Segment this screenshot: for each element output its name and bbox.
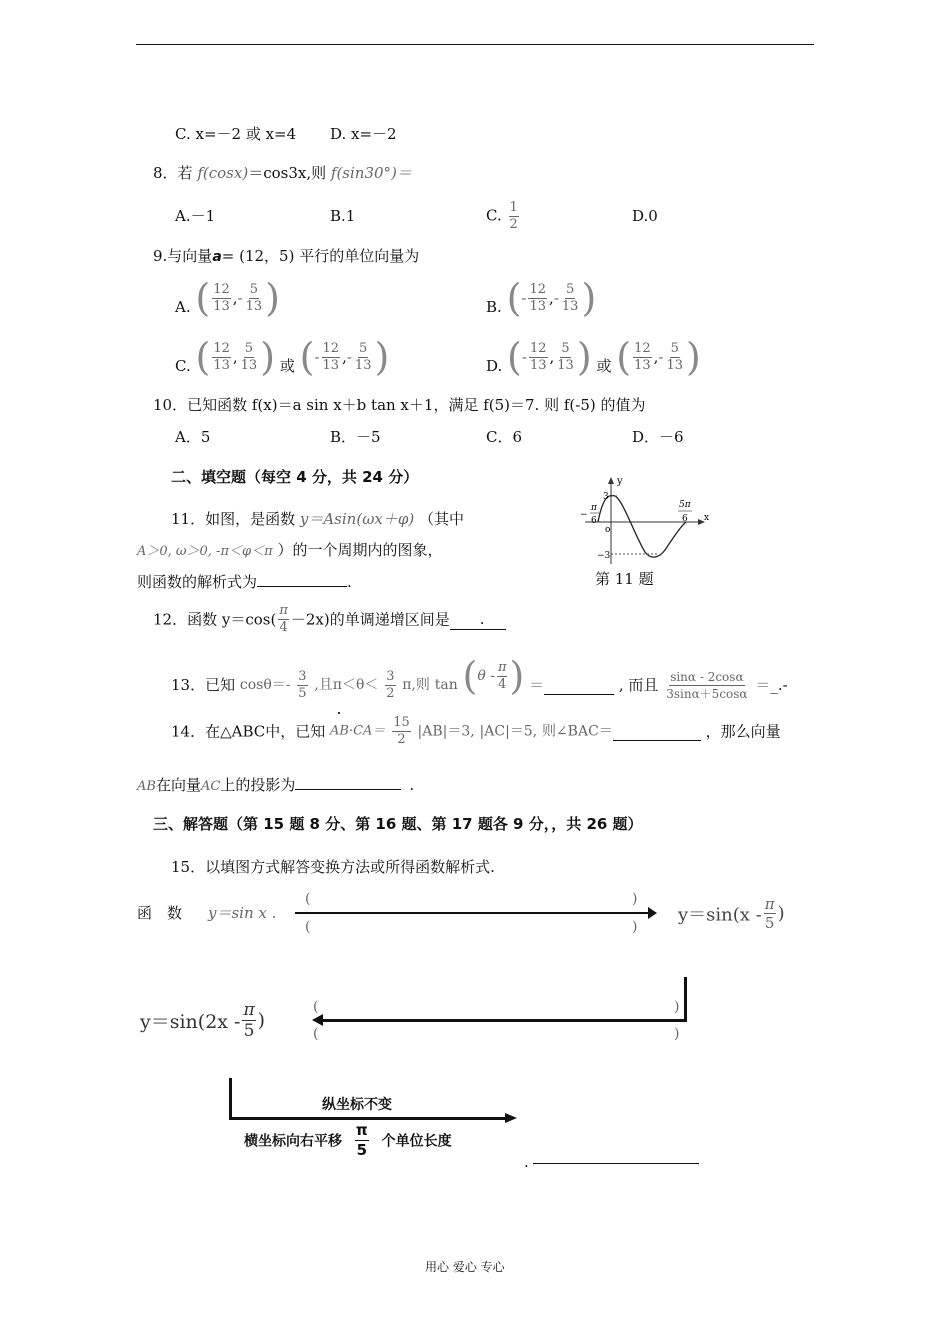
y-axis-arrow-icon — [608, 477, 614, 484]
q15-arrow-1-head-icon — [648, 907, 657, 919]
neg-pi-6-sign: − — [580, 510, 588, 520]
q8-option-b: B.1 — [330, 207, 356, 225]
q15-y-sinx: y＝sin x . — [208, 904, 277, 922]
q11-line3: 则函数的解析式为 . — [137, 570, 352, 592]
q8-option-c: C. $\frac{1}{2}$ — [486, 200, 518, 232]
q9-option-c: C. ( $\frac{12}{13}$ , $\frac{5}{13}$ ) 或 ( - $\frac{12}{13}$ , - $\frac{5}{13}$ ) — [175, 335, 390, 379]
q15-answer-line — [533, 1163, 699, 1164]
q15-box-top-label: 纵坐标不变 — [322, 1097, 392, 1113]
section-2-heading: 二、填空题（每空 4 分，共 24 分） — [171, 468, 419, 486]
y-label: y — [617, 476, 623, 487]
q12-stem: 12．函数 y＝cos( $\frac{\pi}{4}$ －2x)的单调递增区间是 . — [153, 604, 506, 635]
q11-caption: 第 11 题 — [595, 570, 654, 588]
origin-label: o — [605, 525, 611, 535]
q10-option-d: D．－6 — [632, 428, 684, 446]
q15-paren-top-left: ( — [305, 891, 311, 907]
header-rule — [136, 44, 814, 45]
q10-stem: 10．已知函数 f(x)＝a sin x＋b tan x＋1，满足 f(5)＝7. 则 f(-5) 的值为 — [153, 396, 646, 414]
neg-pi-6-num: π — [591, 503, 597, 513]
q15-arrow-3-head-icon — [505, 1113, 517, 1123]
q15-paren-2-top-right: ) — [674, 999, 680, 1015]
q8-option-d: D.0 — [632, 207, 658, 225]
q9-option-d: D. ( - $\frac{12}{13}$ , $\frac{5}{13}$ ) 或 ( $\frac{12}{13}$ , - $\frac{5}{13}$ ) — [486, 335, 701, 379]
q15-func-label: 函 数 — [137, 904, 183, 922]
q15-paren-2-top-left: ( — [313, 999, 319, 1015]
q9-option-a: A. ( $\frac{12}{13}$ , - $\frac{5}{13}$ ) — [175, 276, 280, 320]
q15-arrow-2 — [322, 1019, 687, 1022]
q14-line2: AB在向量AC上的投影为 . — [137, 773, 414, 797]
q15-arrow-1 — [295, 912, 650, 914]
section-3-heading: 三、解答题（第 15 题 8 分、第 16 题、第 17 题各 9 分，，共 26 题） — [153, 815, 643, 833]
q7-option-c: C. x=－2 或 x=4 — [175, 125, 297, 143]
q15-paren-bot-right: ) — [632, 919, 638, 935]
five-pi-6-den: 6 — [682, 514, 688, 524]
q9-option-b: B. ( - $\frac{12}{13}$ , - $\frac{5}{13}$ ) — [486, 276, 597, 320]
q11-sine-graph — [577, 474, 717, 570]
q7-option-d: D. x=－2 — [330, 125, 397, 143]
q8-option-a: A.－1 — [175, 207, 216, 225]
page-footer: 用心 爱心 专心 — [425, 1260, 505, 1274]
q11-line1: 11．如图，是函数 y＝Asin(ωx＋φ) （其中 — [171, 510, 465, 528]
q15-paren-top-right: ) — [632, 891, 638, 907]
max-label: 3 — [603, 492, 609, 502]
q11-line2: A＞0, ω＞0, -π＜φ＜π ）的一个周期内的图象， — [137, 541, 443, 559]
q13-stem: 13．已知 cosθ＝- $\frac{3}{5}$ ,且π＜θ＜ $\frac{3}{2}$ π,则 tan ( θ - $\frac{\pi}{4}$ ) ＝ , 而且 $\frac{\sin\alpha - 2\cos\alpha}{3\sin\alpha+5\cos\alpha}$ ＝_.- — [171, 654, 788, 701]
q15-arrow-3 — [229, 1117, 507, 1120]
q15-target-1: y＝sin(x - $\frac{\pi}{5}$ ) — [678, 895, 785, 932]
q15-arrow-3-vertical — [229, 1078, 232, 1120]
q14-stem: 14．在△ABC中，已知 AB·CA＝ $\frac{15}{2}$ |AB|＝3, |AC|＝5, 则∠BAC＝ ，那么向量 — [171, 715, 781, 747]
q15-arrow-2-head-icon — [312, 1014, 323, 1026]
q10-option-b: B．－5 — [330, 428, 381, 446]
q15-box-bottom-label: 横坐标向右平移 $\frac{\pi}{5}$ 个单位长度 — [244, 1121, 452, 1159]
q15-paren-2-bot-left: ( — [313, 1026, 319, 1042]
neg-pi-6-den: 6 — [591, 516, 597, 526]
min-label: −3 — [597, 551, 611, 561]
q15-paren-bot-left: ( — [305, 919, 311, 935]
q10-option-a: A．5 — [175, 428, 211, 446]
q13-dot — [338, 712, 340, 714]
q15-paren-2-bot-right: ) — [674, 1026, 680, 1042]
q15-target-2: y＝sin(2x - $\frac{\pi}{5}$ ) — [140, 1000, 266, 1041]
q15-answer-dot: . — [524, 1153, 529, 1171]
q15-arrow-2-vertical — [684, 977, 687, 1021]
five-pi-6-num: 5π — [679, 500, 691, 510]
q9-stem: 9.与向量a= (12，5) 平行的单位向量为 — [153, 247, 420, 265]
x-label: x — [704, 513, 710, 523]
q15-stem: 15．以填图方式解答变换方法或所得函数解析式. — [171, 858, 495, 876]
q10-option-c: C．6 — [486, 428, 523, 446]
q8-stem: 8．若 f(cosx)＝cos3x,则 f(sin30°)＝ — [153, 164, 412, 182]
